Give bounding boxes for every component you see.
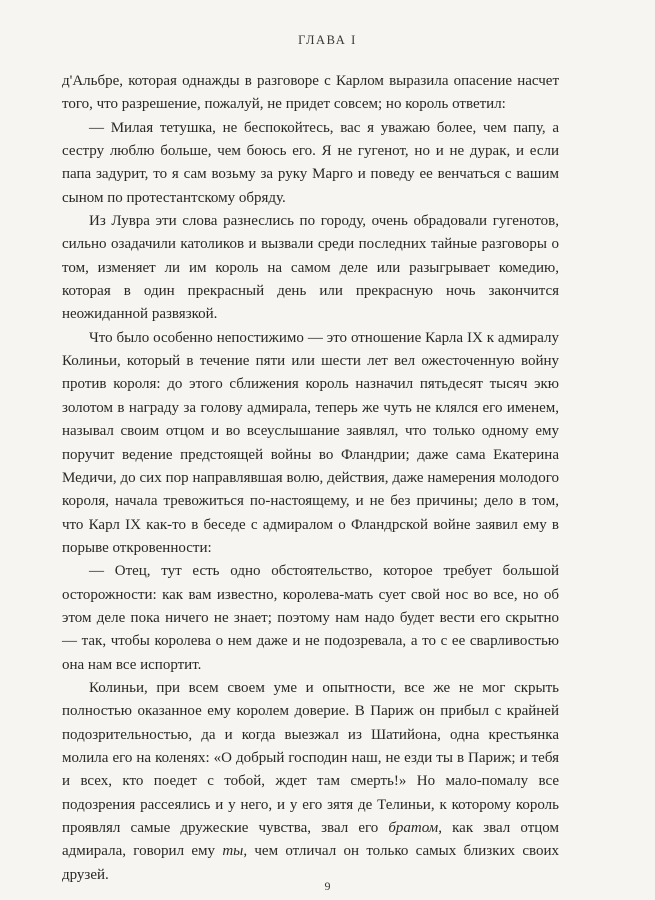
paragraph [62,117,559,210]
running-head: ГЛАВА I [298,33,357,47]
text-run: — Отец, тут есть одно обстоятельство, которое требует большой осторожности: как вам известно, королева-мать сует свой нос во все, но об этом деле пока ничего не знает; поэтому нам надо будет вести его скрытно — так, чтобы королева о нем даже и не подозревала, а то с ее сварливостью она нам все испортит. [62,563,559,673]
paragraph [62,70,559,117]
page-number: 9 [324,879,331,893]
text-run: Из Лувра эти слова разнеслись по городу, очень обрадовали гугенотов, сильно озадачили католиков и вызвали среди последних тайные разговоры о том, изменяет ли им король на самом деле или разыгрывает комедию, которая в один прекрасный день или прекрасную ночь закончится неожиданной развязкой. [62,213,559,323]
text-run: Что было особенно непостижимо — это отношение Карла IX к адмиралу Колиньи, который в течение пяти или шести лет вел ожесточенную войну против короля: до этого сближения король назначил пятьдесят тысяч экю золотом в награду за голову адмирала, теперь же чуть не клялся его именем, называл своим отцом и во всеуслышание заявлял, что только одному ему поручит ведение предстоящей войны во Фландрии; даже сама Екатерина Медичи, до сих пор направлявшая волю, действия, даже намерения молодого короля, начала тревожиться по-настоящему, и не без причины; дело в том, что Карл IX как-то в беседе с адмиралом о Фландрской войне заявил ему в порыве откровенности: [62,329,559,556]
text-run: — Милая тетушка, не беспокойтесь, вас я уважаю более, чем папу, а сестру люблю больше, чем боюсь его. Я не гугенот, но и не дурак, и если папа задурит, то я сам возьму за руку Марго и поведу ее венчаться с вашим сыном по протестантскому обряду. [62,119,559,206]
paragraph [62,677,559,887]
body-text [62,70,559,887]
italic-word: братом [388,820,439,836]
text-run: д'Альбре, которая однажды в разговоре с Карлом выразила опасение насчет того, что разрешение, пожалуй, не придет совсем; но король ответил: [62,73,559,113]
italic-word: ты [222,843,244,860]
paragraph [62,327,559,560]
paragraph [62,560,559,677]
text-run: Колиньи, при всем своем уме и опытности, все же не мог скрыть полностью оказанное ему королем доверие. В Париж он прибыл с крайней подозрительностью, да и когда выезжал из Шатийона, одна крестьянка молила его на коленях: «О добрый господин наш, не езди ты в Париж; и тебя и всех, кто поедет с тобой, ждет там смерть!» Но мало-помалу все подозрения рассеялись и у него, и у его зятя де Телиньи, к которому король проявлял самые дружеские чувства, звал его [62,679,559,836]
paragraph [62,210,559,327]
text-run: , чем отличал он только самых близких своих друзей. [62,843,559,883]
text-run: , как звал отцом адмирала, говорил ему [62,820,559,860]
